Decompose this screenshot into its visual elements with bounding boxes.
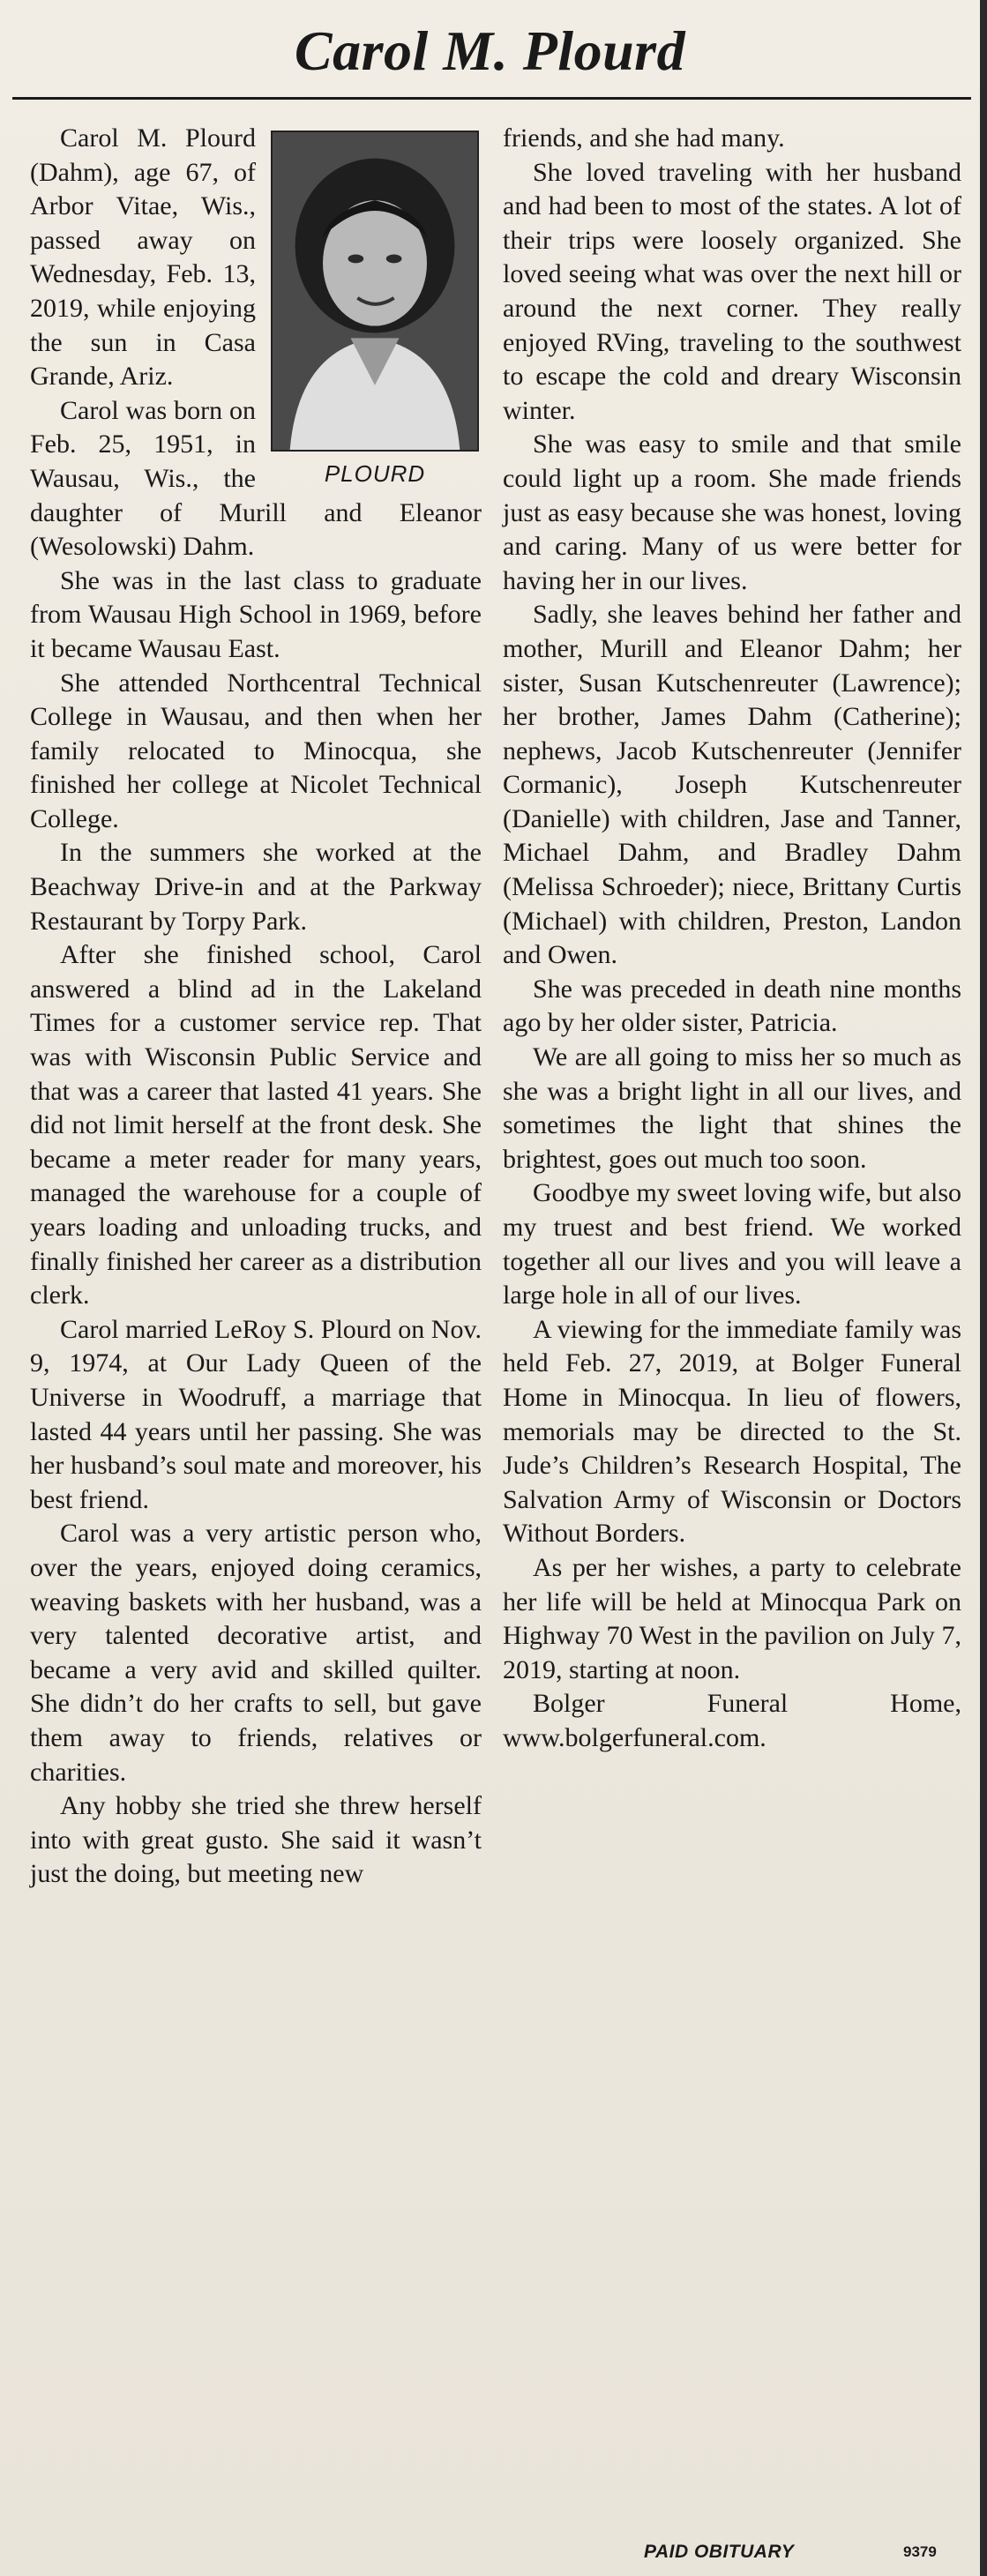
left-paragraph: In the summers she worked at the Beachway Drive-in and at the Parkway Restaurant by Torpy Park. <box>30 838 482 936</box>
portrait-photo <box>271 131 479 452</box>
right-paragraph: She was easy to smile and that smile could light up a room. She made friends just as easy because she was honest, loving and caring. Many of us were better for having her in our lives. <box>503 429 961 595</box>
left-paragraph: Carol was born on Feb. 25, 1951, in Wausau, Wis., the daughter of Murill and Eleanor (Wesolowski) Dahm. <box>30 395 482 562</box>
title-divider <box>12 97 971 100</box>
obituary-title: Carol M. Plourd <box>294 19 686 82</box>
left-paragraph: Carol married LeRoy S. Plourd on Nov. 9, 1974, at Our Lady Queen of the Universe in Woodruff, a marriage that lasted 44 years until her passing. She was her husband’s soul mate and moreover, his best friend. <box>30 1314 482 1514</box>
right-column <box>503 122 961 1756</box>
right-paragraph: We are all going to miss her so much as she was a bright light in all our lives, and sometimes the light that shines the brightest, goes out much too soon. <box>503 1042 961 1174</box>
photo-caption: PLOURD <box>324 460 426 487</box>
ad-code: 9379 <box>903 2543 937 2560</box>
left-paragraph: Carol was a very artistic person who, over the years, enjoyed doing ceramics, weaving baskets with her husband, was a very talented decorative artist, and became a very avid and skilled quilter. She didn’t do her crafts to sell, but gave them away to friends, relatives or charities. <box>30 1519 482 1787</box>
left-paragraph: She attended Northcentral Technical College in Wausau, and then when her family relocated to Minocqua, she finished her college at Nicolet Technical College. <box>30 668 482 833</box>
left-paragraph: Any hobby she tried she threw herself into with great gusto. She said it wasn’t just the doing, but meeting new <box>30 1791 482 1889</box>
paid-obituary-label: PAID OBITUARY <box>644 2542 795 2562</box>
right-paragraph: Goodbye my sweet loving wife, but also my truest and best friend. We worked together all our lives and you will leave a large hole in all of our lives. <box>503 1178 961 1310</box>
right-paragraph: A viewing for the immediate family was held Feb. 27, 2019, at Bolger Funeral Home in Minocqua. In lieu of flowers, memorials may be directed to the St. Jude’s Children’s Research Hospital, The Salvation Army of Wisconsin or Doctors Without Borders. <box>503 1314 961 1549</box>
portrait-silhouette <box>273 132 477 450</box>
left-paragraph: She was in the last class to graduate from Wausau High School in 1969, before it became Wausau East. <box>30 565 482 663</box>
left-column <box>30 122 482 1892</box>
left-paragraph: Carol M. Plourd (Dahm), age 67, of Arbor Vitae, Wis., passed away on Wednesday, Feb. 13, 2019, while enjoying the sun in Casa Grande, Ariz. <box>30 123 256 392</box>
right-paragraph: Bolger Funeral Home, www.bolgerfuneral.com. <box>503 1689 961 1752</box>
right-paragraph: Sadly, she leaves behind her father and mother, Murill and Eleanor Dahm; her sister, Susan Kutschenreuter (Lawrence); her brother, James Dahm (Catherine); nephews, Jacob Kutschenreuter (Jennifer Cormanic), Joseph Kutschenreuter (Danielle) with children, Jase and Tanner, Michael Dahm, and Bradley Dahm (Melissa Schroeder); niece, Brittany Curtis (Michael) with children, Preston, Landon and Owen. <box>503 600 961 970</box>
right-paragraph: She loved traveling with her husband and had been to most of the states. A lot of their trips were loosely organized. She loved seeing what was over the next hill or around the next corner. They really enjoyed RVing, traveling to the southwest to escape the cold and dreary Wisconsin winter. <box>503 157 961 425</box>
left-paragraph: After she finished school, Carol answered a blind ad in the Lakeland Times for a customer service rep. That was with Wisconsin Public Service and that was a career that lasted 41 years. She did not limit herself at the front desk. She became a meter reader for many years, managed the warehouse for a couple of years loading and unloading trucks, and finally finished her career as a distribution clerk. <box>30 940 482 1310</box>
portrait-block <box>268 131 482 489</box>
right-paragraph: As per her wishes, a party to celebrate her life will be held at Minocqua Park on Highway 70 West in the pavilion on July 7, 2019, starting at noon. <box>503 1552 961 1684</box>
right-paragraph: She was preceded in death nine months ago by her older sister, Patricia. <box>503 974 961 1038</box>
right-paragraph: friends, and she had many. <box>503 123 785 153</box>
